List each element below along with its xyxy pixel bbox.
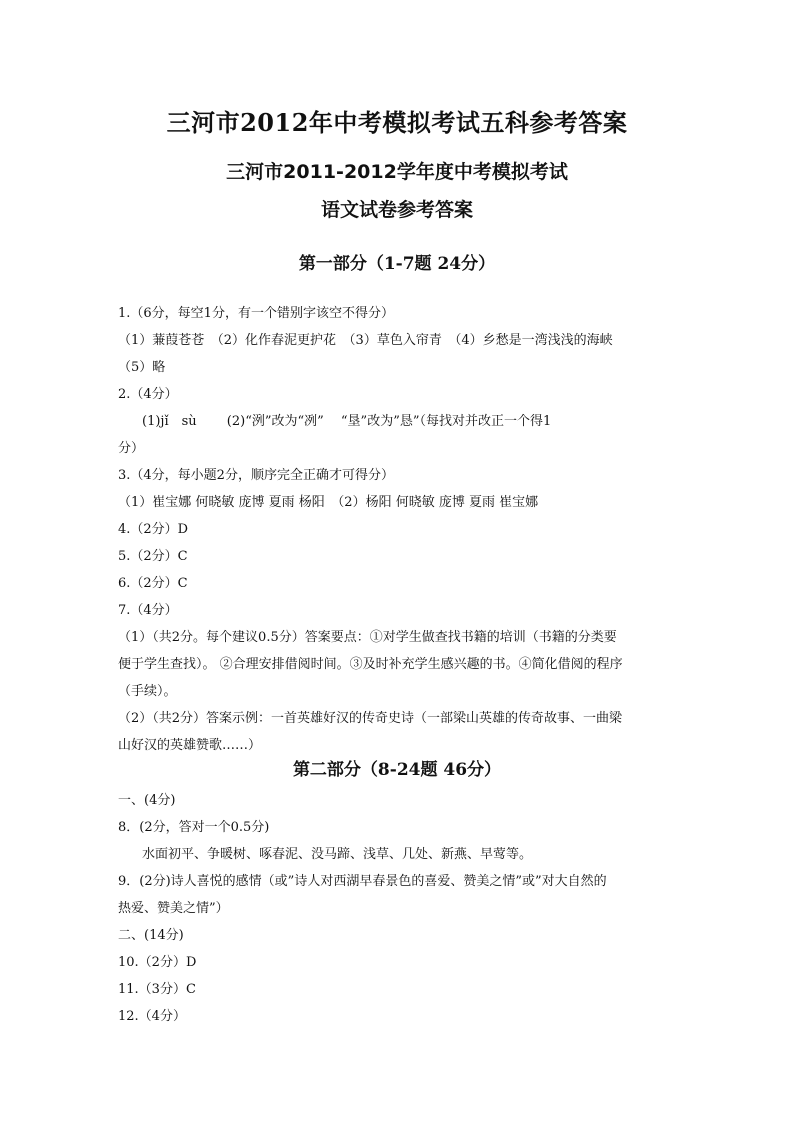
answer-line: 5.（2分）C <box>118 549 188 564</box>
answer-line: 分） <box>118 441 145 456</box>
answer-line: 7.（4分） <box>118 603 178 618</box>
answer-line: 二、(14分) <box>118 928 184 943</box>
answer-line: 热爱、赞美之情”） <box>118 901 229 916</box>
answer-line: 9．(2分)诗人喜悦的感情（或”诗人对西湖早春景色的喜爱、赞美之情”或”对大自然的 <box>118 874 607 889</box>
answer-line: 11.（3分）C <box>118 982 196 997</box>
answer-line: 8．(2分，答对一个0.5分) <box>118 820 270 835</box>
answer-line: 山好汉的英雄赞歌……） <box>118 738 262 753</box>
answer-line: （5）略 <box>118 360 166 375</box>
answer-line: 1.（6分，每空1分，有一个错别字该空不得分） <box>118 306 394 321</box>
answer-line: 10.（2分）D <box>118 955 197 970</box>
answer-line: 水面初平、争暖树、啄春泥、没马蹄、浅草、几处、新燕、早莺等。 <box>142 847 533 862</box>
answer-line: 便于学生查找）。 ②合理安排借阅时间。③及时补充学生感兴趣的书。④简化借阅的程序 <box>118 657 623 672</box>
section-heading-part2: 第二部分（8-24题 46分） <box>292 760 502 780</box>
section-heading-part1: 第一部分（1-7题 24分） <box>298 254 496 274</box>
main-title: 三河市2012年中考模拟考试五科参考答案 <box>166 108 628 137</box>
answer-line: 6.（2分）C <box>118 576 188 591</box>
answer-line: 一、(4分) <box>118 793 176 808</box>
answer-line: 4.（2分）D <box>118 522 189 537</box>
answer-line: (1)jǐ sù (2)“洌”改为“冽” “垦”改为”恳”（每找对并改正一个得1 <box>142 414 552 429</box>
answer-line: （手续）。 <box>118 684 177 699</box>
answer-line: （1）（共2分。每个建议0.5分）答案要点：①对学生做查找书籍的培训（书籍的分类要 <box>118 630 617 645</box>
answer-line: 2.（4分） <box>118 387 178 402</box>
answer-key-subtitle: 语文试卷参考答案 <box>320 199 473 221</box>
answer-line: 12.（4分） <box>118 1009 186 1024</box>
answer-line: （1）蒹葭苍苍 （2）化作春泥更护花 （3）草色入帘青 （4）乡愁是一湾浅浅的海峡 <box>118 333 613 348</box>
answer-line: （2）（共2分）答案示例：一首英雄好汉的传奇史诗（一部梁山英雄的传奇故事、一曲梁 <box>118 711 623 726</box>
answer-line: 3.（4分，每小题2分，顺序完全正确才可得分） <box>118 468 394 483</box>
exam-subtitle: 三河市2011-2012学年度中考模拟考试 <box>226 161 568 183</box>
answer-line: （1）崔宝娜 何晓敏 庞博 夏雨 杨阳 （2）杨阳 何晓敏 庞博 夏雨 崔宝娜 <box>118 495 539 510</box>
